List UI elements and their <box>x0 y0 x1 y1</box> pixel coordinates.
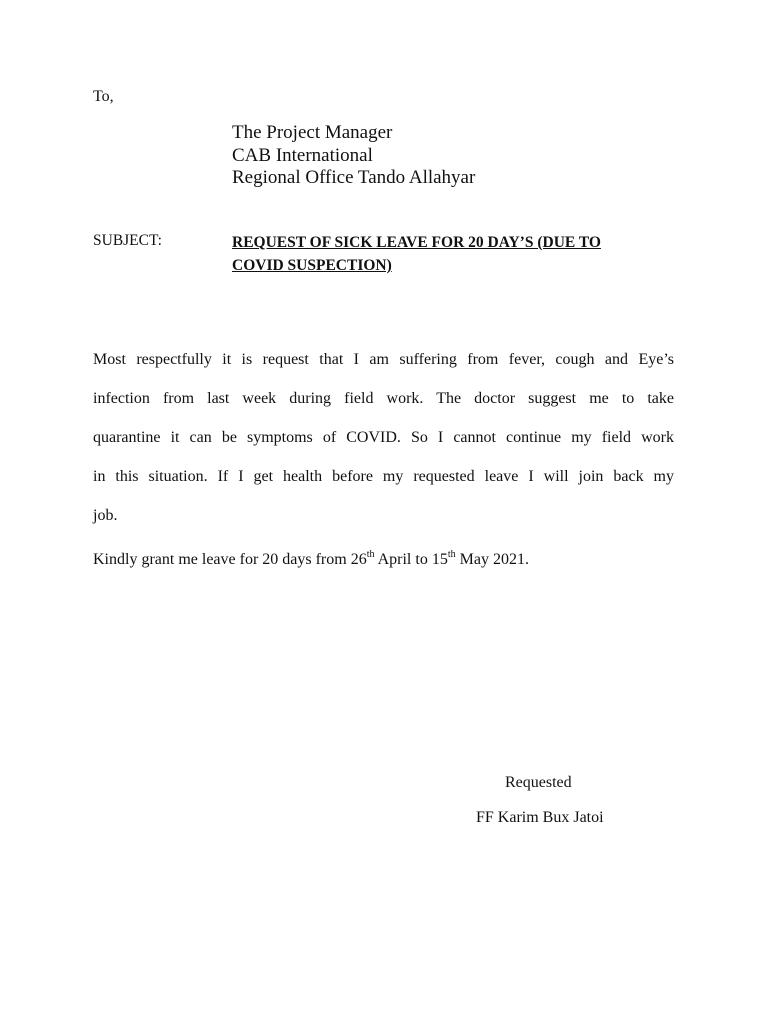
grant-text-3: May 2021. <box>455 551 529 568</box>
grant-text-2: April to 15 <box>374 551 448 568</box>
salutation: To, <box>93 88 114 105</box>
signatory-name: FF Karim Bux Jatoi <box>476 809 604 826</box>
subject-line-2: COVID SUSPECTION) <box>232 257 392 274</box>
leave-request-sentence <box>93 551 529 569</box>
grant-text-1: Kindly grant me leave for 20 days from 26 <box>93 551 367 568</box>
body-line: job. <box>93 507 118 524</box>
body-line: quarantine it can be symptoms of COVID. So I cannot continue my field work <box>93 429 674 446</box>
recipient-office: Regional Office Tando Allahyar <box>232 167 476 188</box>
body-line: in this situation. If I get health before my requested leave I will join back my <box>93 468 674 485</box>
subject-label: SUBJECT: <box>93 232 162 249</box>
body-paragraph <box>93 340 674 535</box>
body-line: infection from last week during field work. The doctor suggest me to take <box>93 390 674 407</box>
subject-line-1: REQUEST OF SICK LEAVE FOR 20 DAY’S (DUE TO <box>232 234 601 251</box>
recipient-address <box>232 122 475 190</box>
grant-sup-2: th <box>447 549 456 560</box>
recipient-title: The Project Manager <box>232 122 393 143</box>
body-line: Most respectfully it is request that I am suffering from fever, cough and Eye’s <box>93 351 674 368</box>
recipient-organization: CAB International <box>232 144 373 166</box>
closing-requested: Requested <box>505 774 572 791</box>
grant-sup-1: th <box>366 549 375 560</box>
subject-text <box>232 231 674 277</box>
